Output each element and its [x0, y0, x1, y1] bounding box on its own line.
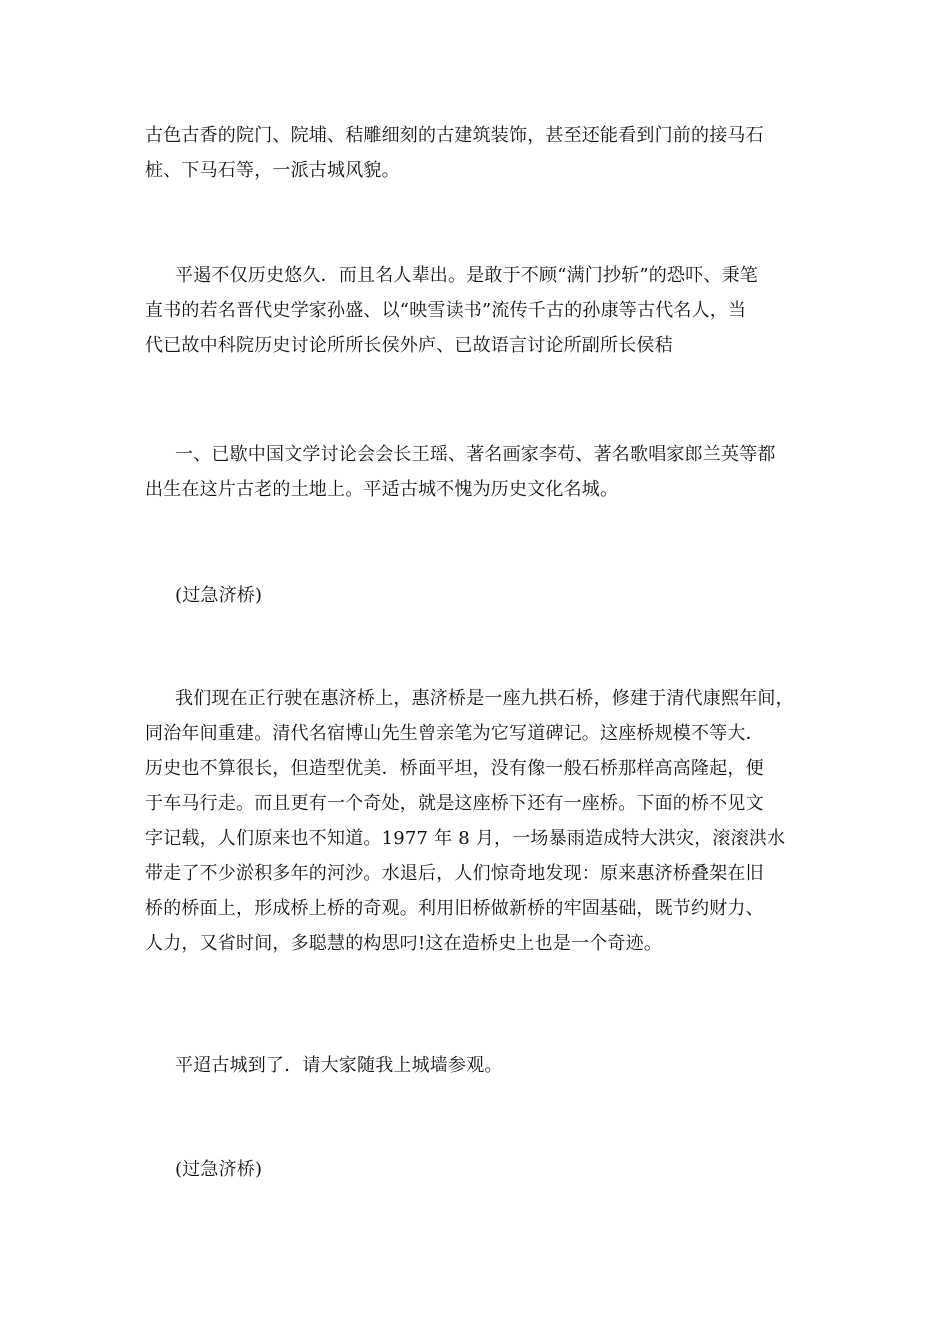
text-line: (过急济桥) [175, 585, 263, 606]
text-line: 古色古香的院门、院埔、秸雕细刻的古建筑装饰，甚至还能看到门前的接马石 [145, 125, 764, 146]
text-line: 我们现在正行驶在惠济桥上，惠济桥是一座九拱石桥，修建于清代康熙年间， [175, 688, 794, 709]
paragraph-1 [145, 118, 815, 188]
text-line: 桥的桥面上，形成桥上桥的奇观。利用旧桥做新桥的牢固基础，既节约财力、 [145, 898, 764, 919]
text-line: 直书的若名晋代史学家孙盛、以“映雪读书”流传千古的孙康等古代名人，当 [145, 300, 747, 321]
text-line: 代已故中科院历史讨论所所长侯外庐、已故语言讨论所副所长侯秸 [145, 335, 673, 356]
text-line: 平遏不仅历史悠久．而且名人辈出。是敢于不顾“满门抄斩”的恐吓、秉笔 [175, 265, 759, 286]
paragraph-4 [145, 681, 815, 961]
text-line: 于车马行走。而且更有一个奇处，就是这座桥下还有一座桥。下面的桥不见文 [145, 793, 764, 814]
text-line: 同治年间重建。清代名宿博山先生曾亲笔为它写道碑记。这座桥规模不等大． [145, 723, 764, 744]
paragraph-3 [145, 437, 815, 507]
section-note-1 [145, 578, 815, 613]
text-line: 历史也不算很长，但造型优美．桥面平坦，没有像一般石桥那样高高隆起，便 [145, 758, 764, 779]
text-line: 平迢古城到了．请大家随我上城墙参观。 [175, 1055, 503, 1076]
text-line: 桩、下马石等，一派古城风貌。 [145, 160, 400, 181]
section-note-2 [145, 1152, 815, 1187]
text-line: 字记载，人们原来也不知道。1977 年 8 月，一场暴雨造成特大洪灾，滚滚洪水 [145, 828, 786, 849]
text-line: 人力，又省时间，多聪慧的构思叼!这在造桥史上也是一个奇迹。 [145, 933, 663, 954]
paragraph-5 [145, 1048, 815, 1083]
text-line: 带走了不少淤积多年的河沙。水退后，人们惊奇地发现：原来惠济桥叠架在旧 [145, 863, 764, 884]
text-line: (过急济桥) [175, 1159, 263, 1180]
text-line: 一、已歇中国文学讨论会会长王瑶、著名画家李苟、著名歌唱家郎兰英等都 [175, 444, 776, 465]
paragraph-2 [145, 258, 815, 363]
text-line: 出生在这片古老的土地上。平适古城不愧为历史文化名城。 [145, 479, 619, 500]
